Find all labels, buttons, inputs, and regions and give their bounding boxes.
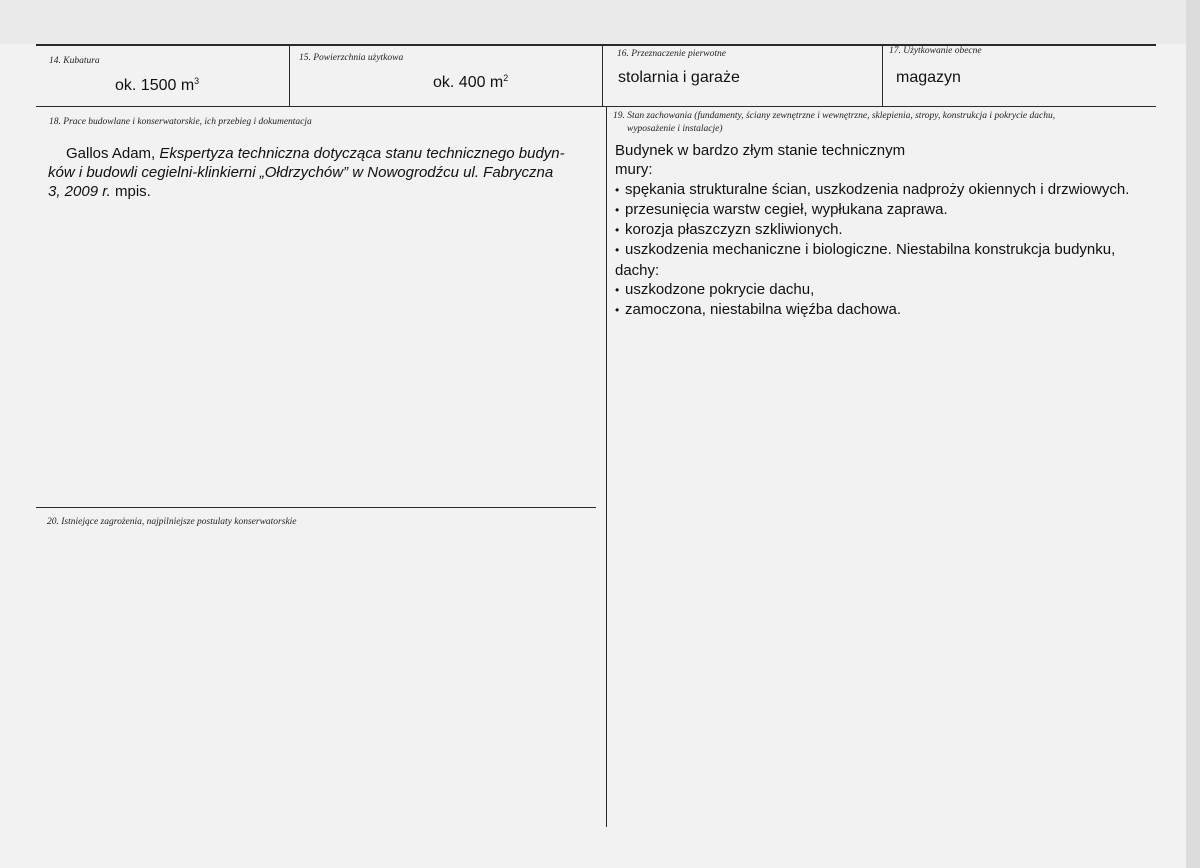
reference-author: Gallos Adam,	[66, 145, 160, 162]
condition-line	[615, 280, 1129, 300]
reference-line-1	[48, 144, 593, 163]
condition-text: przesunięcia warstw cegieł, wypłukana zaprawa.	[625, 200, 948, 218]
field-19-label-line-1: 19. Stan zachowania (fundamenty, ściany zewnętrzne i wewnętrzne, sklepienia, stropy, konstrukcja i pokrycie dachu,	[613, 111, 1056, 121]
condition-text: dachy:	[615, 261, 660, 279]
bullet-icon: •	[615, 283, 620, 298]
col-divider-main	[602, 45, 603, 107]
reference-line-2	[48, 163, 593, 182]
scan-right-edge	[1186, 0, 1200, 868]
bullet-icon: •	[615, 303, 620, 318]
field-15-text: ok. 400 m	[433, 74, 504, 91]
condition-line	[615, 300, 1129, 320]
field-17-value: magazyn	[896, 69, 961, 86]
field-18-label: 18. Prace budowlane i konserwatorskie, ich przebieg i dokumentacja	[49, 117, 312, 127]
field-19-label-line-2: wyposażenie i instalacje)	[627, 124, 723, 134]
bullet-icon: •	[615, 223, 620, 238]
condition-line	[615, 180, 1129, 200]
row-divider	[36, 106, 1156, 107]
condition-line	[615, 141, 1129, 160]
condition-line	[615, 200, 1129, 220]
bullet-icon: •	[615, 202, 620, 217]
field-14-unit-sup: 3	[194, 76, 200, 86]
condition-line	[615, 261, 1129, 280]
field-20-label: 20. Istniejące zagrożenia, najpilniejsze postulaty konserwatorskie	[47, 517, 297, 527]
condition-text: zamoczona, niestabilna więźba dachowa.	[625, 301, 901, 319]
field-15-value	[433, 73, 508, 92]
reference-line-3	[48, 182, 593, 201]
reference-note: mpis.	[110, 183, 151, 200]
condition-text: korozja płaszczyzn szkliwionych.	[625, 221, 843, 239]
field-16-label: 16. Przeznaczenie pierwotne	[617, 49, 726, 59]
field-15-label: 15. Powierzchnia użytkowa	[299, 53, 404, 63]
field-17-label: 17. Użytkowanie obecne	[889, 46, 982, 56]
condition-text: uszkodzenia mechaniczne i biologiczne. Niestabilna konstrukcja budynku,	[625, 241, 1116, 259]
field-15-unit-sup: 2	[503, 73, 509, 83]
condition-line	[615, 160, 1129, 179]
center-divider	[606, 107, 607, 827]
field-16-value: stolarnia i garaże	[618, 69, 740, 86]
condition-line	[615, 220, 1129, 240]
section-divider-20	[36, 507, 596, 508]
top-rule	[36, 44, 1156, 46]
reference-title-2: ków i budowli cegielni-klinkierni „Ołdrzychów” w Nowogrodźcu ul. Fabryczna	[48, 164, 554, 181]
reference-title-1: Ekspertyza techniczna dotycząca stanu technicznego budyn-	[159, 145, 565, 162]
field-14-text: ok. 1500 m	[115, 77, 195, 94]
condition-text: mury:	[615, 161, 653, 179]
condition-list	[615, 141, 1129, 321]
scan-top-band	[0, 0, 1200, 44]
col-divider-3	[882, 45, 883, 107]
condition-line	[615, 240, 1129, 260]
condition-text: uszkodzone pokrycie dachu,	[625, 281, 815, 299]
col-divider-1	[289, 45, 290, 107]
bullet-icon: •	[615, 243, 620, 258]
reference-title-3: 3, 2009 r.	[48, 183, 111, 200]
field-18-reference	[48, 144, 593, 201]
condition-text: spękania strukturalne ścian, uszkodzenia nadproży okiennych i drzwiowych.	[625, 180, 1130, 198]
field-14-label: 14. Kubatura	[49, 56, 100, 66]
condition-text: Budynek w bardzo złym stanie technicznym	[615, 142, 906, 159]
field-14-value	[115, 76, 199, 95]
bullet-icon: •	[615, 182, 620, 197]
